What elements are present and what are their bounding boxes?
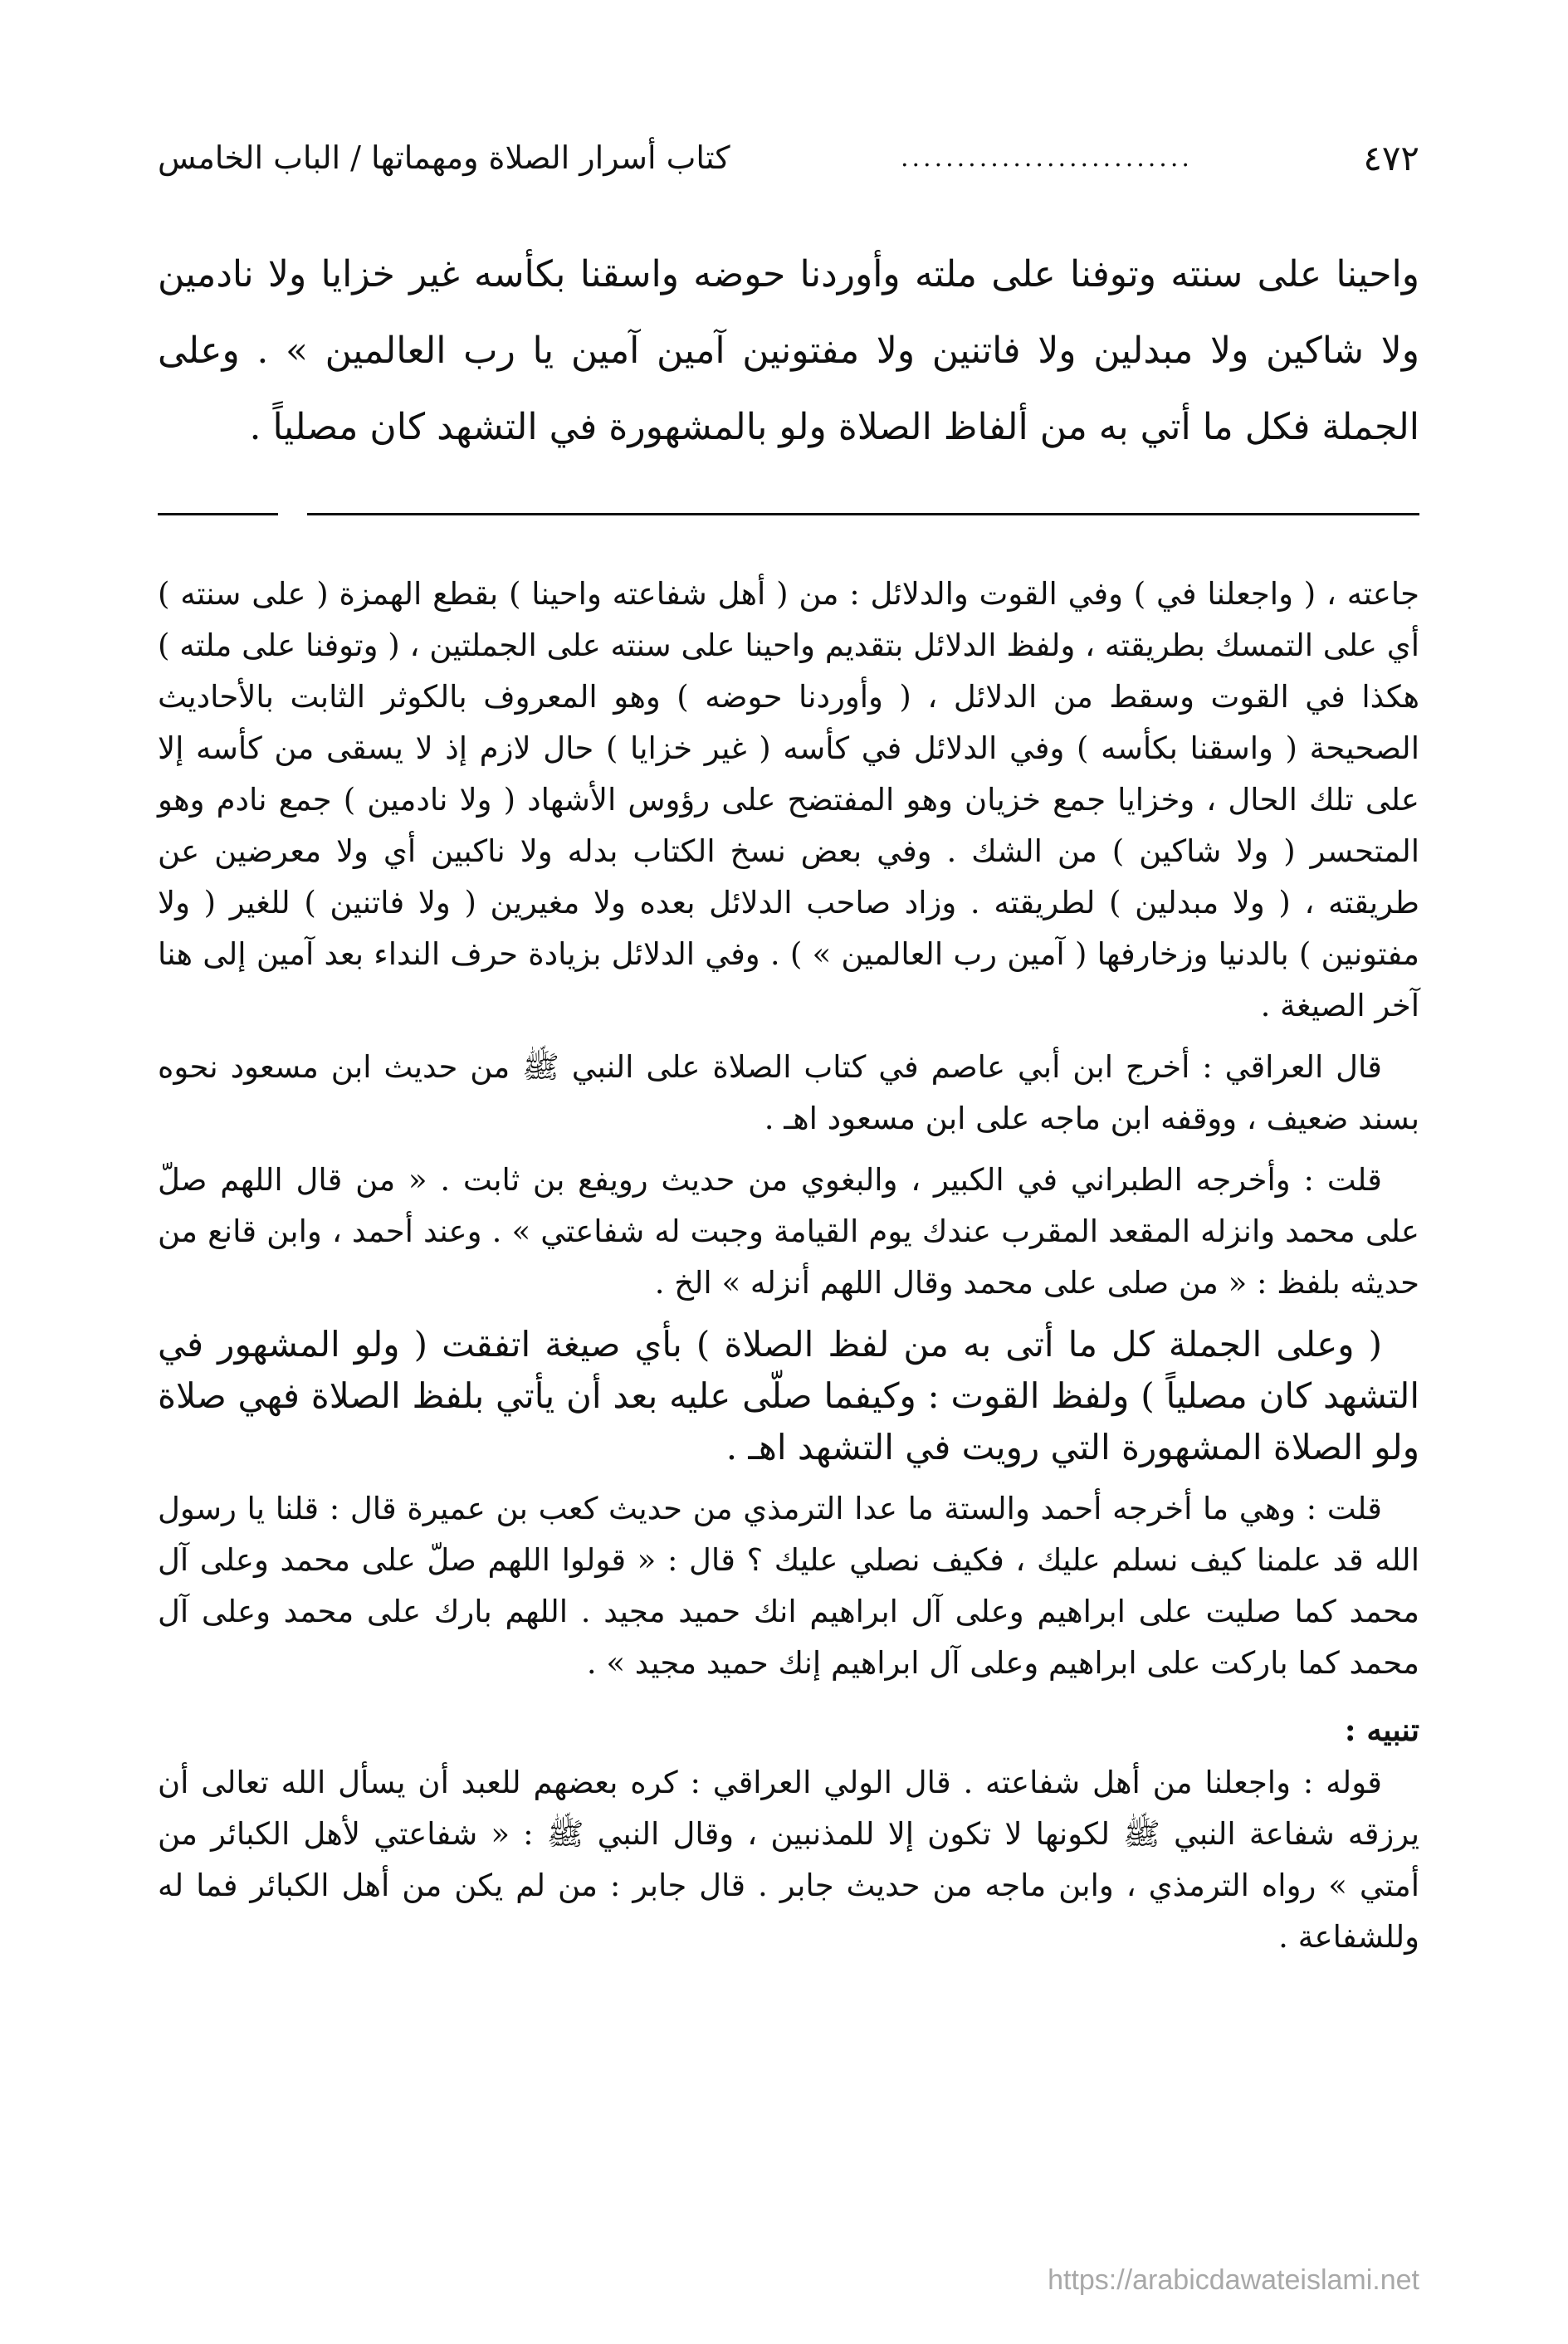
watermark-url: https://arabicdawateislami.net [1048,2264,1419,2296]
note-heading: تنبيه : [1344,1712,1419,1748]
commentary-paragraph: قلت : وأخرجه الطبراني في الكبير ، والبغوي من حديث رويفع بن ثابت . « من قال اللهم صلّ على محمد وانزله المقعد المقرب عندك يوم القيامة وجبت له شفاعتي » . وعند أحمد ، وابن قانع من حديثه بلفظ : « من صلى على محمد وقال اللهم أنزله » الخ . [158,1162,1419,1301]
page-header [158,125,1419,191]
commentary-paragraph: ( وعلى الجملة كل ما أتى به من لفظ الصلاة ) بأي صيغة اتفقت ( ولو المشهور في التشهد كان مصلياً ) ولفظ القوت : وكيفما صلّى عليه بعد أن يأتي بلفظ الصلاة فهي صلاة ولو الصلاة المشهورة التي رويت في التشهد اهـ . [158,1324,1419,1467]
footnote-separator-short [158,513,278,515]
header-dots: .......................... [900,143,1193,173]
page-number: ٤٧٢ [1363,137,1419,178]
commentary-paragraph: جاعته ، ( واجعلنا في ) وفي القوت والدلائل : من ( أهل شفاعته واحينا ) بقطع الهمزة ( على سنته ) أي على التمسك بطريقته ، ولفظ الدلائل بتقديم واحينا على سنته على الجملتين ، ( وتوفنا على ملته ) هكذا في القوت وسقط من الدلائل ، ( وأوردنا حوضه ) وهو المعروف بالكوثر الثابت بالأحاديث الصحيحة ( واسقنا بكأسه ) وفي الدلائل في كأسه ( غير خزايا ) حال لازم إذ لا يسقى من كأسه إلا على تلك الحال ، وخزايا جمع خزيان وهو المفتضح على رؤوس الأشهاد ( ولا نادمين ) جمع نادم وهو المتحسر ( ولا شاكين ) من الشك . وفي بعض نسخ الكتاب بدله ولا ناكبين أي ولا معرضين عن طريقته ، ( ولا مبدلين ) لطريقته . وزاد صاحب الدلائل بعده ولا مغيرين ( ولا فاتنين ) للغير ( ولا مفتونين ) بالدنيا وزخارفها ( آمين رب العالمين » ) . وفي الدلائل بزيادة حرف النداء بعد آمين إلى هنا آخر الصيغة . [158,576,1419,1023]
footnote-separator [307,513,1419,515]
commentary-paragraph: قوله : واجعلنا من أهل شفاعته . قال الولي العراقي : كره بعضهم للعبد أن يسأل الله تعالى أن يرزقه شفاعة النبي ﷺ لكونها لا تكون إلا للمذنبين ، وقال النبي ﷺ : « شفاعتي لأهل الكبائر من أمتي » رواه الترمذي ، وابن ماجه من حديث جابر . قال جابر : من لم يكن من أهل الكبائر فما له وللشفاعة . [158,1765,1419,1955]
commentary [158,569,1419,1973]
commentary-paragraph: قال العراقي : أخرج ابن أبي عاصم في كتاب الصلاة على النبي ﷺ من حديث ابن مسعود نحوه بسند ضعيف ، ووقفه ابن ماجه على ابن مسعود اهـ . [158,1049,1419,1136]
commentary-paragraph: قلت : وهي ما أخرجه أحمد والستة ما عدا الترمذي من حديث كعب بن عميرة قال : قلنا يا رسول الله قد علمنا كيف نسلم عليك ، فكيف نصلي عليك ؟ قال : « قولوا اللهم صلّ على محمد وعلى آل محمد كما صليت على ابراهيم وعلى آل ابراهيم انك حميد مجيد . اللهم بارك على محمد وعلى آل محمد كما باركت على ابراهيم وعلى آل ابراهيم إنك حميد مجيد » . [158,1491,1419,1681]
main-text: واحينا على سنته وتوفنا على ملته وأوردنا حوضه واسقنا بكأسه غير خزايا ولا نادمين ولا شاكين ولا مبدلين ولا فاتنين ولا مفتونين آمين آمين يا رب العالمين » . وعلى الجملة فكل ما أتي به من ألفاظ الصلاة ولو بالمشهورة في التشهد كان مصلياً . [158,253,1419,448]
running-title: كتاب أسرار الصلاة ومهماتها / الباب الخامس [158,139,730,176]
